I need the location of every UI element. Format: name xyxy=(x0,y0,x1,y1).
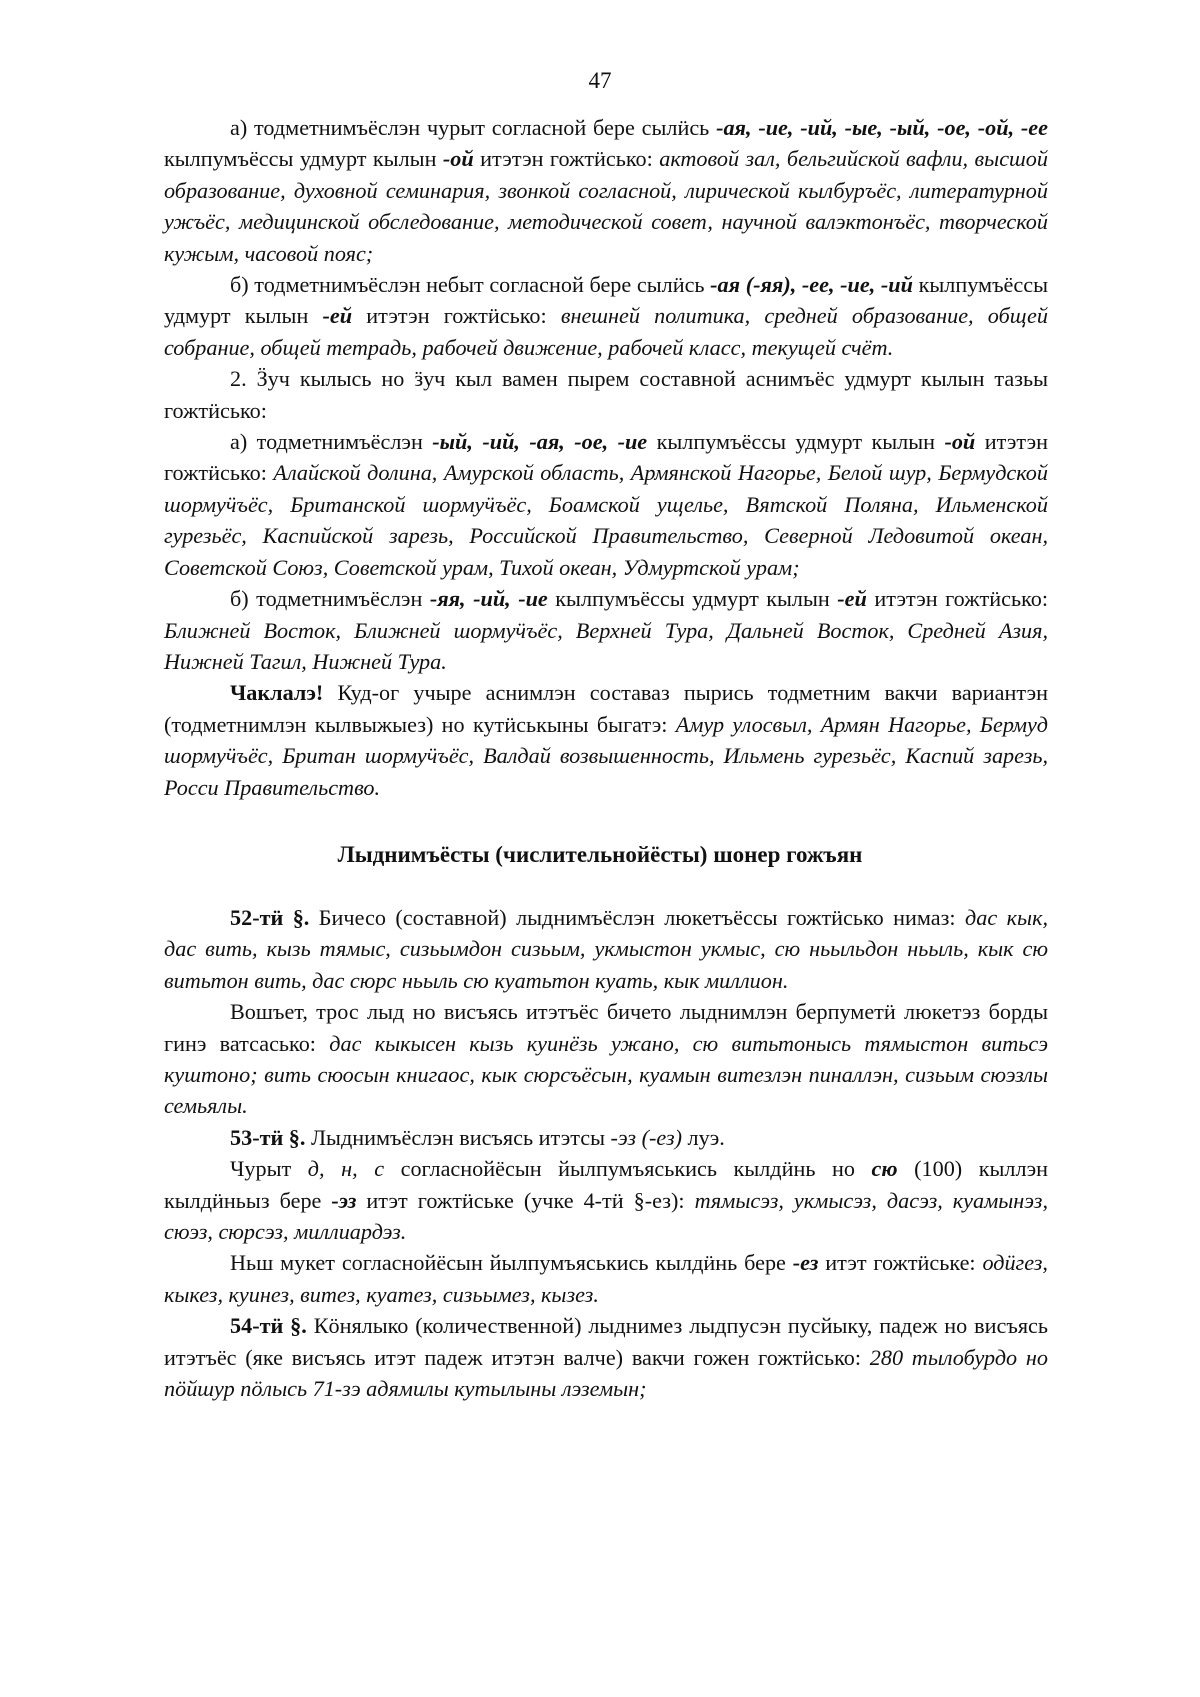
text-run: Лыднимъёслэн висъясь итэтсы xyxy=(305,1124,611,1150)
paragraph xyxy=(164,583,1048,677)
text-run: Чаклалэ! xyxy=(230,680,324,706)
text-run: тямысэз, укмысэз, дасэз, куамынэз, сюэз, сюрсэз, миллиардэз. xyxy=(164,1187,1048,1245)
text-run: б) тодметнимъёслэн xyxy=(230,586,430,612)
paragraph xyxy=(164,112,1048,269)
text-run: -ая (-яя), -ее, -ие, -ий xyxy=(710,272,913,298)
text-run: -яя, -ий, -ие xyxy=(429,586,548,612)
paragraph xyxy=(164,902,1048,996)
text-run: -ез xyxy=(792,1250,819,1276)
text-run: итэтэн гожтӥсько: xyxy=(164,429,1048,486)
text-run: согласнойёсын йылпумъяськись кылдӥнь но xyxy=(384,1156,872,1182)
text-run: Чурыт xyxy=(230,1156,308,1182)
text-run: кылпумъёссы удмурт кылын xyxy=(164,272,1048,329)
text-run: итэт гожтӥське: xyxy=(818,1250,983,1276)
text-run: дас кыкысен кызь куинёзь ужано, сю витьтонысь тямыстон витьсэ куштоно; вить сюосын книгаос, кык сюрсъёсын, куамын витезлэн пиналлэн, сизьым сюэзлы семьялы. xyxy=(164,1030,1048,1119)
text-run: -эз xyxy=(331,1187,357,1213)
text-run: итэтэн гожтӥсько: xyxy=(866,586,1048,612)
text-run: -эз (-ез) xyxy=(610,1124,682,1150)
text-run: 54-тӥ §. xyxy=(230,1313,307,1339)
text-run: актовой зал, бельгийской вафли, высшой образование, духовной семинария, звонкой согласной, лирической кылбуръёс, литературной ужъёс, медицинской обследование, методической совет, научной валэктонъёс, творческой кужым, часовой пояс; xyxy=(164,146,1048,266)
text-run: д, н, с xyxy=(307,1156,385,1182)
text-run: (100) кыллэн кылдӥньыз бере xyxy=(164,1156,1048,1213)
text-run: одӥгез, кыкез, куинез, витез, куатез, сизьымез, кызез. xyxy=(164,1250,1048,1307)
text-run: Кӧнялыко (количественной) лыднимез лыдпусэн пусйыку, падеж но висъясь итэтъёс (яке висъясь итэт падеж итэтэн валче) вакчи гожен гожтӥсько: xyxy=(164,1313,1048,1370)
paragraph xyxy=(164,269,1048,363)
text-run: -ей xyxy=(322,303,353,329)
text-block-top xyxy=(164,112,1048,803)
paragraph xyxy=(164,363,1048,426)
text-run: итэтэн гожтӥсько: xyxy=(473,146,660,172)
text-run: Ближней Восток, Ближней шормуӵъёс, Верхней Тура, Дальней Восток, Средней Азия, Нижней Тагил, Нижней Тура. xyxy=(164,617,1048,674)
paragraph xyxy=(164,1310,1048,1404)
text-run: сю xyxy=(871,1156,898,1182)
text-run: внешней политика, средней образование, общей собрание, общей тетрадь, рабочей движение, рабочей класс, текущей счёт. xyxy=(164,303,1048,360)
text-run: 2. Ӟуч кылысь но ӟуч кыл вамен пырем составной аснимъёс удмурт кылын тазьы гожтӥсько: xyxy=(164,366,1048,423)
text-run: Бичесо (составной) лыднимъёслэн люкетъёссы гожтӥсько нимаз: xyxy=(309,905,966,930)
text-run: Вошъет, трос лыд но висъясь итэтъёс бичето лыднимлэн берпуметӥ люкетэз борды гинэ ватсасько: xyxy=(164,999,1048,1056)
paragraph xyxy=(164,677,1048,803)
text-run: б) тодметнимъёслэн небыт согласной бере сылӥсь xyxy=(230,272,711,298)
text-run: итэтэн гожтӥсько: xyxy=(352,303,561,329)
paragraph xyxy=(164,996,1048,1122)
text-run: -ая, -ие, -ий, -ые, -ый, -ое, -ой, -ее xyxy=(716,115,1048,140)
text-run: Куд-ог учыре аснимлэн составаз пырись тодметним вакчи вариантэн (тодметнимлэн кылвыжыез) но кутӥськыны быгатэ: xyxy=(164,680,1048,737)
text-run: кылпумъёссы удмурт кылын xyxy=(164,146,443,172)
text-run: 280 тылобурдо но пӧйшур пӧлысь 71-зэ адямилы кутылыны лэземын; xyxy=(164,1344,1048,1402)
text-run: а) тодметнимъёслэн xyxy=(230,429,433,455)
text-run: -ой xyxy=(442,146,474,172)
paragraph xyxy=(164,1153,1048,1247)
text-run: Амур улосвыл, Армян Нагорье, Бермуд шормуӵъёс, Британ шормуӵъёс, Валдай возвышенность, Ильмень гурезьёс, Каспий зарезь, Росси Правительство. xyxy=(164,711,1048,800)
text-run: -ей xyxy=(837,586,867,612)
text-block-bottom xyxy=(164,902,1048,1405)
section-heading: Лыднимъёсты (числительнойёсты) шонер гожъян xyxy=(337,842,863,867)
text-run: Алайской долина, Амурской область, Армянской Нагорье, Белой шур, Бермудской шормуӵъёс, Британской шормуӵъёс, Боамской ущелье, Вятской Поляна, Ильменской гурезьёс, Каспийской зарезь, Российской Правительство, Северной Ледовитой океан, Советской Союз, Советской урам, Тихой океан, Удмуртской урам; xyxy=(164,460,1048,580)
paragraph xyxy=(164,1122,1048,1153)
text-run: 53-тӥ §. xyxy=(230,1124,306,1150)
text-run: а) тодметнимъёслэн чурыт согласной бере сылӥсь xyxy=(230,115,717,140)
text-run: -ый, -ий, -ая, -ое, -ие xyxy=(432,429,648,455)
text-run: 52-тӥ §. xyxy=(230,905,310,930)
text-run: дас кык, дас вить, кызь тямыс, сизьымдон сизьым, укмыстон укмыс, сю ньыльдон ньыль, кык сю витьтон вить, дас сюрс ньыль сю куатьтон куать, кык миллион. xyxy=(164,905,1048,993)
text-run: -ой xyxy=(944,429,976,455)
text-run: Ньш мукет согласнойёсын йылпумъяськись кылдӥнь бере xyxy=(230,1250,793,1276)
text-run: кылпумъёссы удмурт кылын xyxy=(547,586,838,612)
paragraph xyxy=(164,426,1048,583)
paragraph xyxy=(164,1247,1048,1310)
text-run: кылпумъёссы удмурт кылын xyxy=(647,429,945,455)
text-run: луэ. xyxy=(682,1124,725,1150)
text-run: итэт гожтӥське (учке 4-тӥ §-ез): xyxy=(356,1187,695,1213)
page-number: 47 xyxy=(588,68,612,93)
